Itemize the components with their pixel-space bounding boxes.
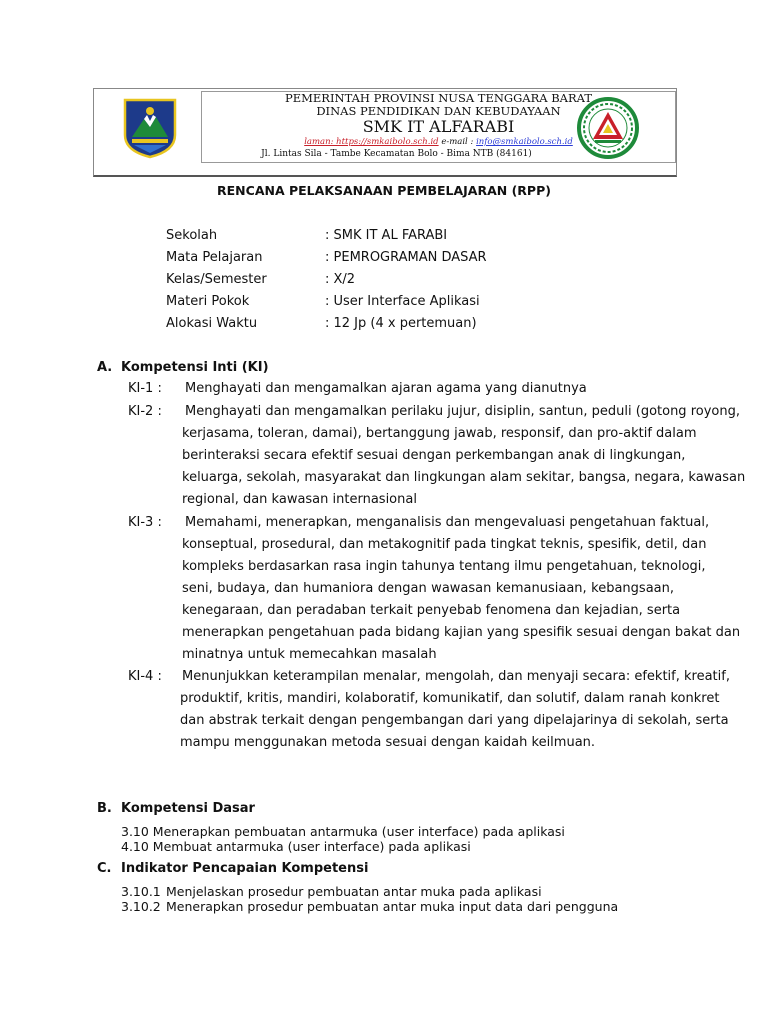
identity-row bbox=[166, 247, 487, 269]
section-a-letter: A. bbox=[97, 360, 113, 375]
website-link[interactable]: laman: https://smkaibolo.sch.id bbox=[304, 137, 439, 147]
address-line: Jl. Lintas Sila - Tambe Kecamatan Bolo - Bima NTB (84161) bbox=[261, 149, 532, 159]
section-a-title: Kompetensi Inti (KI) bbox=[121, 360, 269, 375]
ki-text-line: keluarga, sekolah, masyarakat dan lingkungan alam sekitar, bangsa, negara, kawasan bbox=[182, 470, 746, 485]
ki-label: KI-3 : bbox=[128, 515, 162, 530]
identity-row bbox=[166, 269, 356, 291]
kd-item: 4.10 Membuat antarmuka (user interface) pada aplikasi bbox=[121, 839, 471, 854]
identity-label: Mata Pelajaran bbox=[166, 250, 263, 265]
identity-value: : 12 Jp (4 x pertemuan) bbox=[325, 316, 477, 331]
identity-value: : User Interface Aplikasi bbox=[325, 294, 480, 309]
identity-value: : X/2 bbox=[325, 272, 356, 287]
identity-row bbox=[166, 225, 448, 247]
identity-label: Alokasi Waktu bbox=[166, 316, 258, 331]
indicator-number: 3.10.2 bbox=[121, 899, 161, 914]
identity-row bbox=[166, 313, 477, 335]
ki-text-line: kompleks berdasarkan rasa ingin tahunya tentang ilmu pengetahuan, teknologi, bbox=[182, 559, 706, 574]
ki-label: KI-2 : bbox=[128, 404, 162, 419]
indicator-number: 3.10.1 bbox=[121, 884, 161, 899]
indicator-text: Menjelaskan prosedur pembuatan antar muka pada aplikasi bbox=[166, 884, 542, 899]
ki-text-line: Menghayati dan mengamalkan perilaku jujur, disiplin, santun, peduli (gotong royong, bbox=[185, 404, 740, 419]
header-line-2: DINAS PENDIDIKAN DAN KEBUDAYAAN bbox=[316, 104, 561, 118]
ki-text-line: Menunjukkan keterampilan menalar, mengolah, dan menyaji secara: efektif, kreatif, bbox=[182, 669, 730, 684]
email-link[interactable]: info@smkaibolo.sch.id bbox=[476, 137, 573, 147]
ki-text-line: seni, budaya, dan humaniora dengan wawasan kemanusiaan, kebangsaan, bbox=[182, 581, 674, 596]
email-label: e-mail : bbox=[441, 137, 474, 147]
section-b-letter: B. bbox=[97, 801, 112, 816]
ki-text-line: kenegaraan, dan peradaban terkait penyebab fenomena dan kejadian, serta bbox=[182, 603, 681, 618]
identity-label: Materi Pokok bbox=[166, 294, 250, 309]
ki-text-line: dan abstrak terkait dengan pengembangan dari yang dipelajarinya di sekolah, serta bbox=[180, 713, 729, 728]
ki-text-line: produktif, kritis, mandiri, kolaboratif, komunikatif, dan solutif, dalam ranah konkret bbox=[180, 691, 720, 706]
ki-label: KI-1 : bbox=[128, 381, 162, 396]
document-title: RENCANA PELAKSANAAN PEMBELAJARAN (RPP) bbox=[217, 183, 551, 198]
section-c-title: Indikator Pencapaian Kompetensi bbox=[121, 861, 369, 876]
kd-item: 3.10 Menerapkan pembuatan antarmuka (user interface) pada aplikasi bbox=[121, 824, 565, 839]
indicator-item bbox=[121, 899, 619, 914]
ki-text-line: mampu menggunakan metoda sesuai dengan kaidah keilmuan. bbox=[180, 735, 596, 750]
ki-text-line: Menghayati dan mengamalkan ajaran agama yang dianutnya bbox=[185, 381, 587, 396]
indicator-text: Menerapkan prosedur pembuatan antar muka input data dari pengguna bbox=[166, 899, 619, 914]
province-emblem-icon bbox=[122, 97, 178, 159]
identity-table bbox=[166, 225, 487, 335]
identity-label: Kelas/Semester bbox=[166, 272, 267, 287]
identity-row bbox=[166, 291, 480, 313]
section-b-title: Kompetensi Dasar bbox=[121, 801, 255, 816]
ki-text-line: Memahami, menerapkan, menganalisis dan mengevaluasi pengetahuan faktual, bbox=[185, 515, 710, 530]
identity-label: Sekolah bbox=[166, 228, 218, 243]
identity-value: : PEMROGRAMAN DASAR bbox=[325, 250, 487, 265]
ki-text-line: minatnya untuk memecahkan masalah bbox=[182, 647, 437, 662]
header-line-1: PEMERINTAH PROVINSI NUSA TENGGARA BARAT bbox=[285, 91, 592, 105]
school-name: SMK IT ALFARABI bbox=[362, 117, 515, 136]
identity-value: : SMK IT AL FARABI bbox=[325, 228, 448, 243]
ki-text-line: konseptual, prosedural, dan metakognitif pada tingkat teknis, spesifik, detil, dan bbox=[182, 537, 707, 552]
indicator-item bbox=[121, 884, 542, 899]
ki-text-line: berinteraksi secara efektif sesuai dengan perkembangan anak di lingkungan, bbox=[182, 448, 686, 463]
section-c-letter: C. bbox=[97, 861, 112, 876]
school-seal-icon bbox=[577, 97, 639, 159]
ki-text-line: menerapkan pengetahuan pada bidang kajian yang spesifik sesuai dengan bakat dan bbox=[182, 625, 741, 640]
ki-label: KI-4 : bbox=[128, 669, 162, 684]
ki-text-line: regional, dan kawasan internasional bbox=[182, 492, 417, 507]
ki-text-line: kerjasama, toleran, damai), bertanggung jawab, responsif, dan pro-aktif dalam bbox=[182, 426, 697, 441]
